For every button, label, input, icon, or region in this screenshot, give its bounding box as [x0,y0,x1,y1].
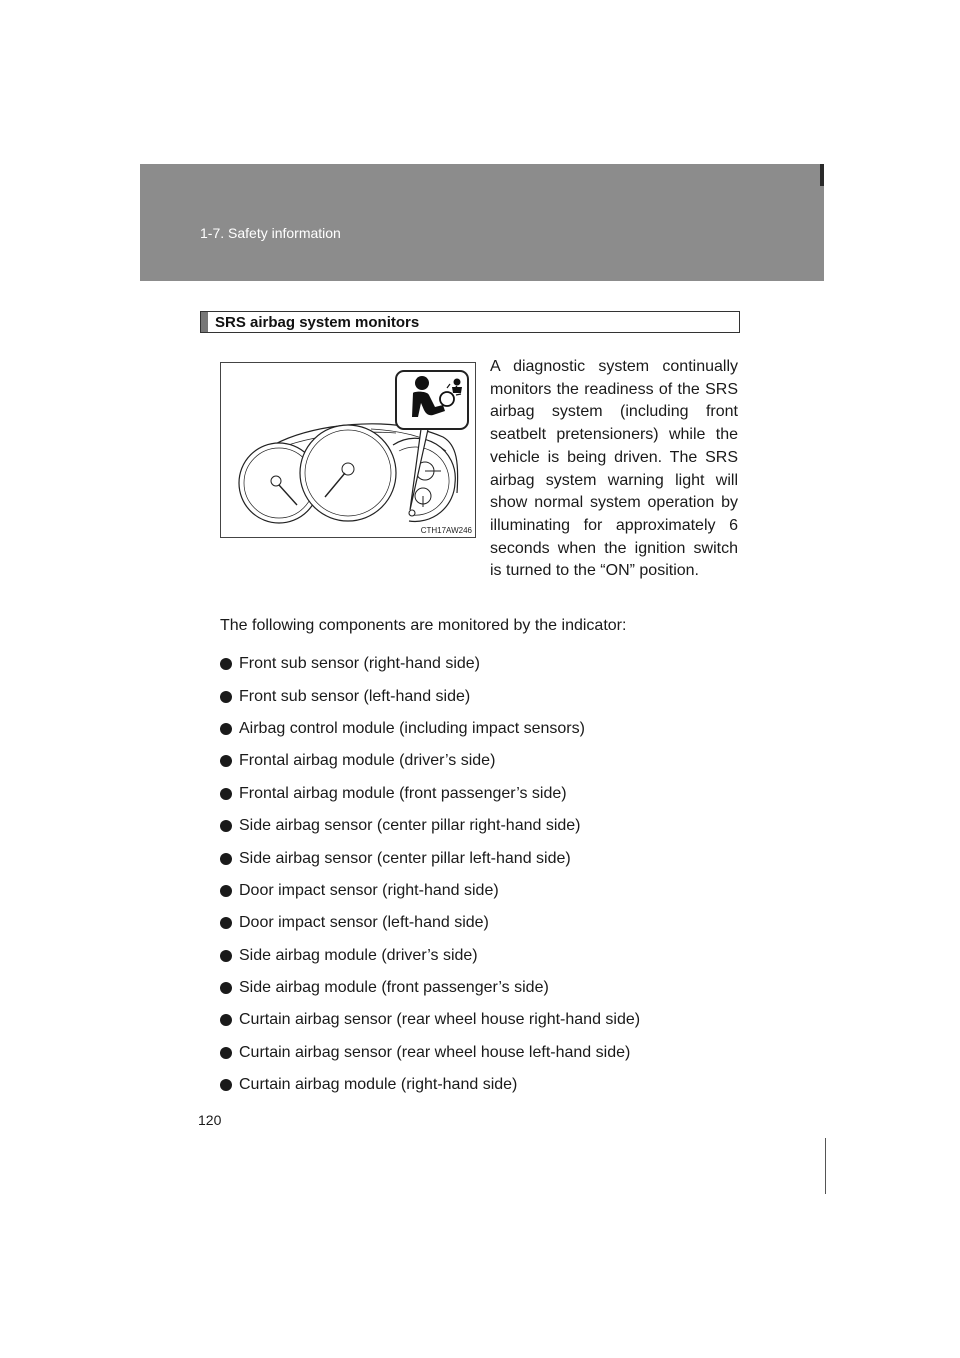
bullet-icon [220,1047,232,1059]
list-item: Front sub sensor (right-hand side) [220,648,640,680]
instrument-cluster-figure [220,362,476,538]
page-edge-mark [825,1138,826,1194]
bullet-icon [220,982,232,994]
bullet-icon [220,723,232,735]
list-item: Curtain airbag module (right-hand side) [220,1069,640,1101]
list-item: Front sub sensor (left-hand side) [220,680,640,712]
instrument-cluster-illustration [221,363,477,539]
bullet-icon [220,917,232,929]
list-item: Curtain airbag sensor (rear wheel house left-hand side) [220,1037,640,1069]
section-label: 1-7. Safety information [200,225,341,241]
bullet-icon [220,755,232,767]
bullet-icon [220,658,232,670]
list-item: Door impact sensor (left-hand side) [220,907,640,939]
header-band [140,164,824,281]
header-corner-mark [820,164,824,186]
components-intro: The following components are monitored by the indicator: [220,617,627,634]
figure-code: CTH17AW246 [420,526,472,535]
list-item: Side airbag module (driver’s side) [220,940,640,972]
section-heading-text: SRS airbag system monitors [215,314,420,331]
bullet-icon [220,691,232,703]
list-item: Frontal airbag module (front passenger’s side) [220,778,640,810]
bullet-icon [220,820,232,832]
list-item: Frontal airbag module (driver’s side) [220,745,640,777]
list-item: Side airbag sensor (center pillar left-hand side) [220,842,640,874]
list-item: Airbag control module (including impact sensors) [220,713,640,745]
section-heading [200,311,740,333]
list-item: Side airbag module (front passenger’s side) [220,972,640,1004]
monitored-components-list [220,648,640,1101]
heading-accent [201,312,208,332]
bullet-icon [220,950,232,962]
list-item: Curtain airbag sensor (rear wheel house right-hand side) [220,1004,640,1036]
page-number: 120 [198,1112,222,1128]
list-item: Side airbag sensor (center pillar right-hand side) [220,810,640,842]
bullet-icon [220,788,232,800]
bullet-icon [220,1014,232,1026]
bullet-icon [220,1079,232,1091]
description-text: A diagnostic system continually monitors the readiness of the SRS airbag system (including front seatbelt pretensioners) while the vehicle is being driven. The SRS airbag system warning light will show normal system operation by illuminating for approximately 6 seconds when the ignition switch is turned to the “ON” position. [490,358,738,580]
bullet-icon [220,853,232,865]
bullet-icon [220,885,232,897]
list-item: Door impact sensor (right-hand side) [220,875,640,907]
